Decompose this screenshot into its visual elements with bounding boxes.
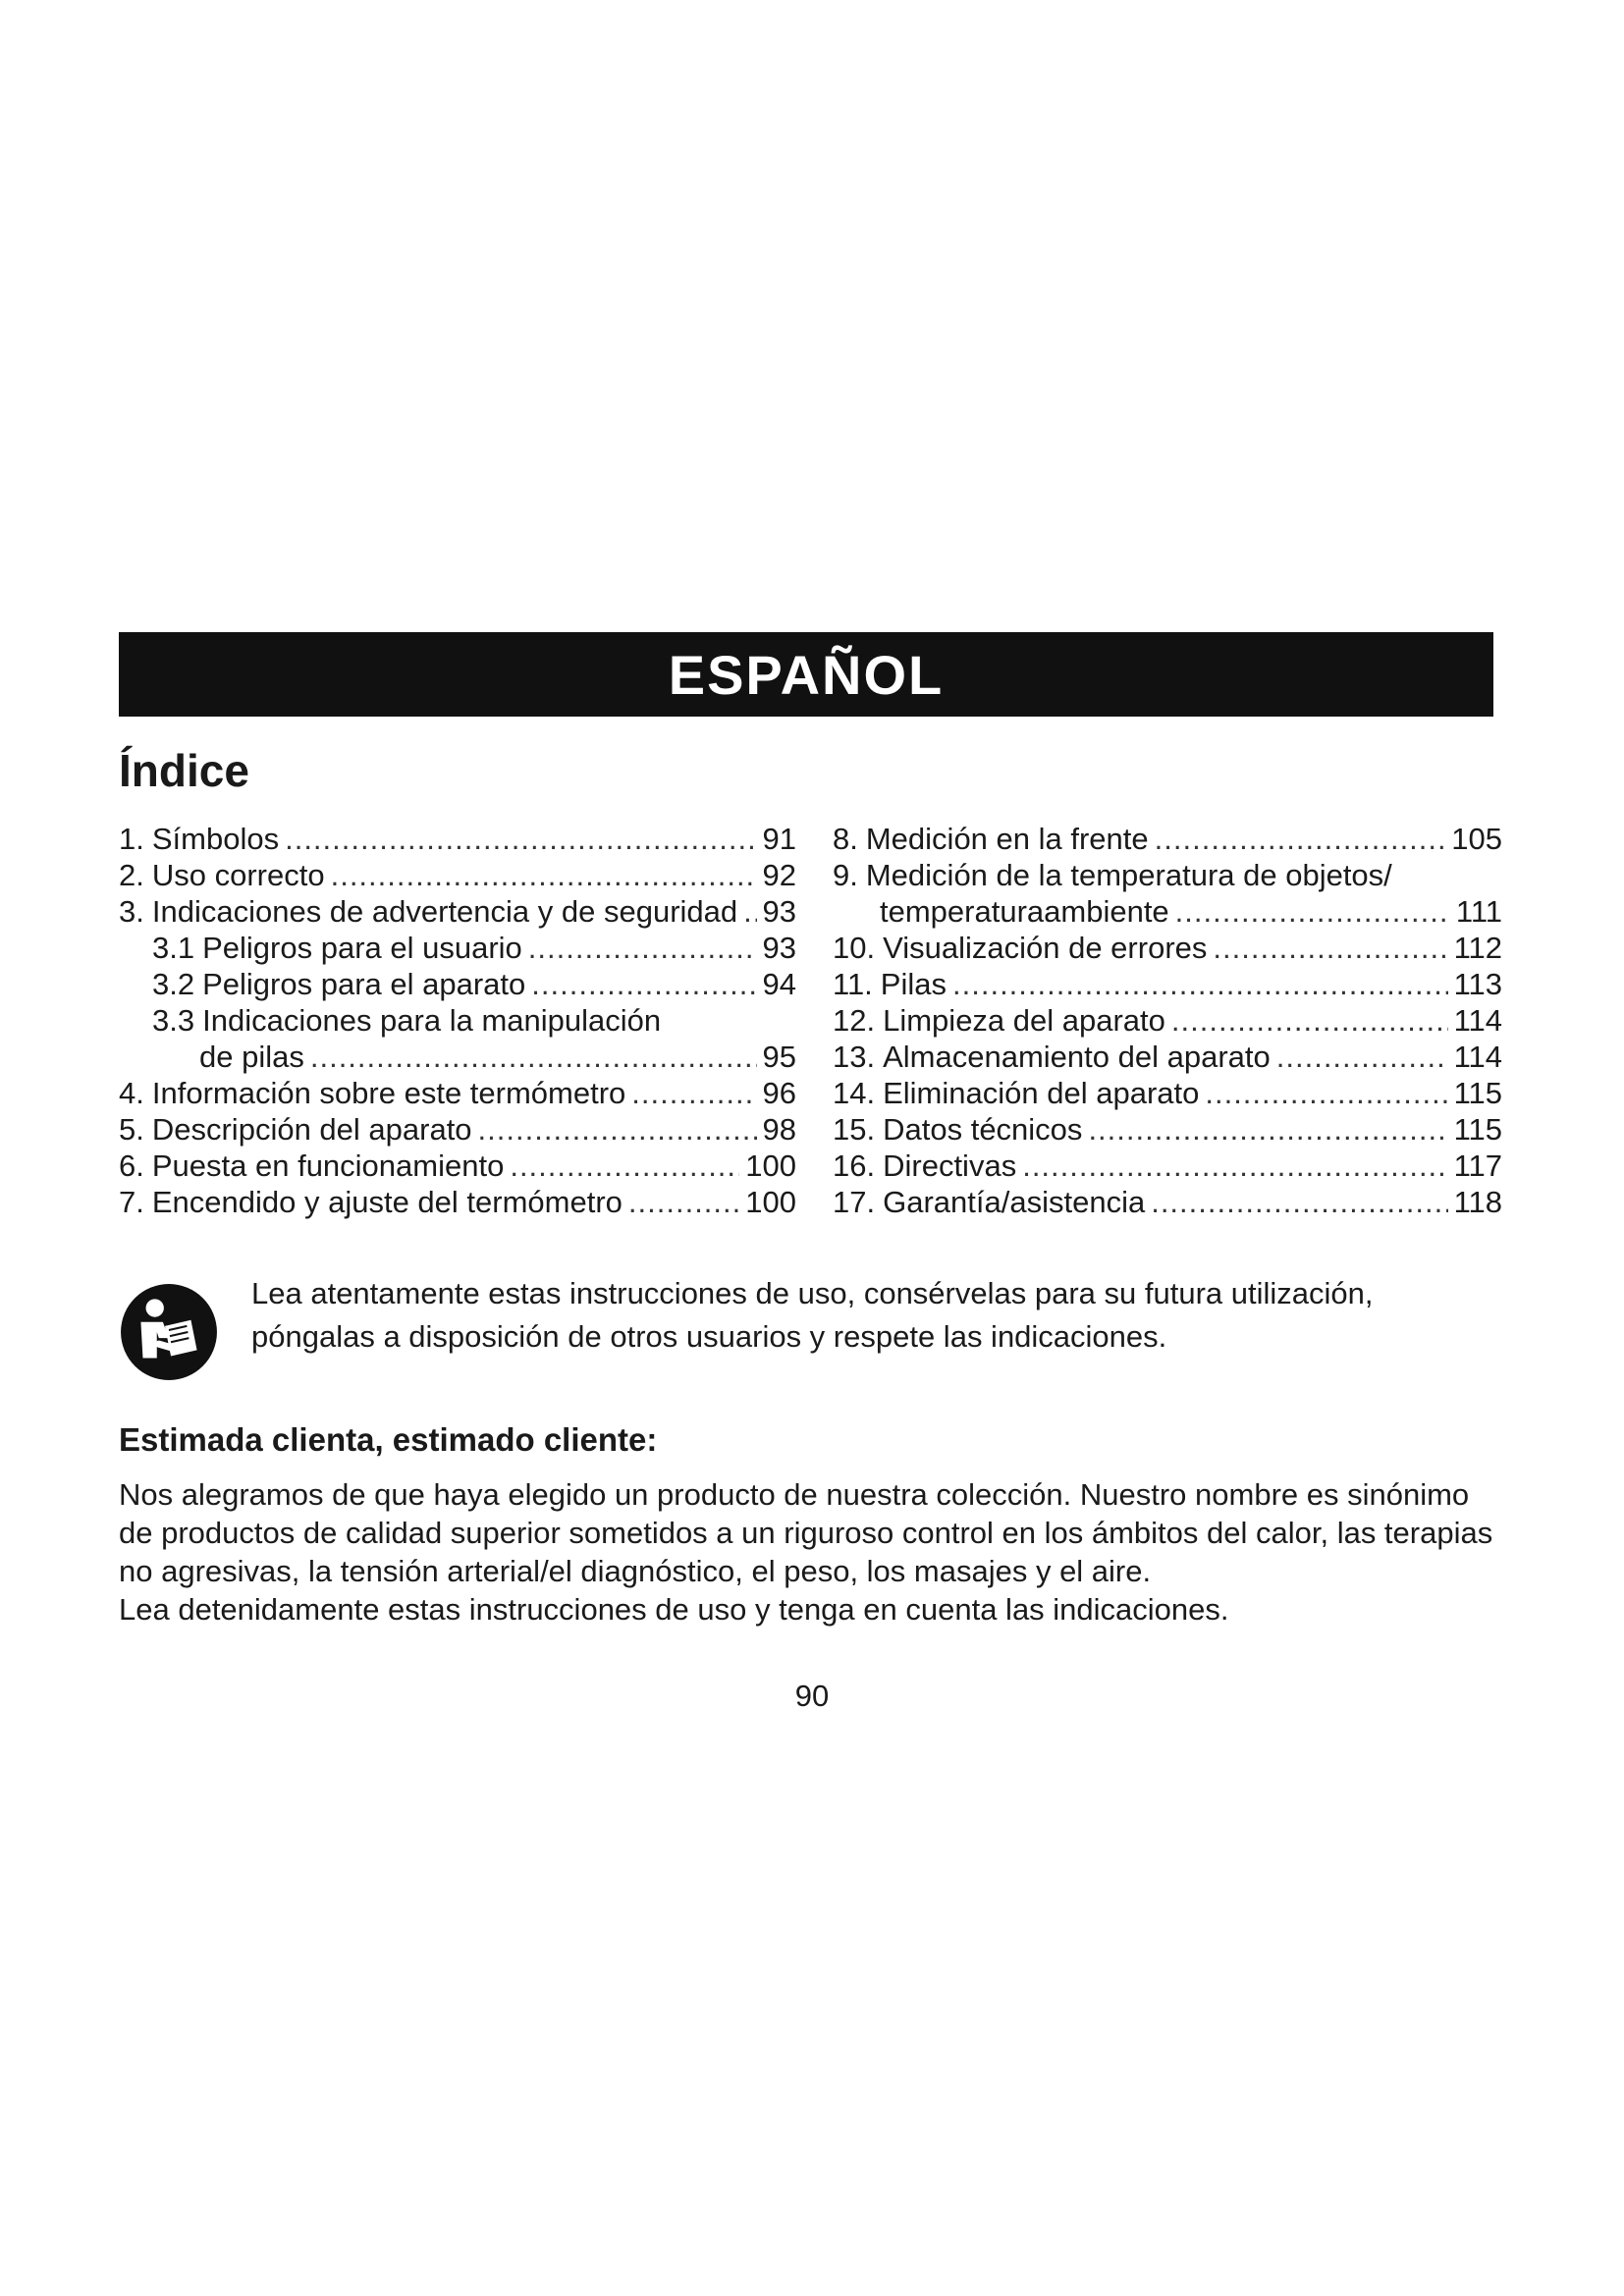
toc-leader-dots [1022, 1148, 1447, 1184]
toc-entry [119, 821, 796, 857]
toc-leader-dots [1213, 930, 1447, 966]
toc-entry-number: 16. [833, 1148, 876, 1183]
toc-entry [833, 857, 1502, 893]
toc-entry [833, 821, 1502, 857]
toc-entry-label: Medición en la frente [865, 822, 1149, 856]
toc-entry-page: 111 [1455, 894, 1502, 929]
toc-entry [833, 966, 1502, 1002]
toc-entry-number: 3.3 [152, 1003, 195, 1038]
toc-leader-dots [1151, 1184, 1447, 1220]
index-title: Índice [119, 745, 249, 796]
toc-leader-dots [743, 893, 756, 930]
toc-entry-label: Puesta en funcionamiento [151, 1148, 505, 1183]
toc-entry-number: 3.1 [152, 931, 195, 965]
toc-entry [833, 1184, 1502, 1220]
toc-leader-dots [631, 1075, 756, 1111]
page-number: 90 [794, 1679, 830, 1713]
toc-entry-label: Datos técnicos [883, 1112, 1083, 1147]
toc-entry-page: 100 [745, 1185, 796, 1219]
toc-entry-number: 1. [119, 822, 144, 856]
toc-leader-dots [1205, 1075, 1447, 1111]
toc-entry-page: 112 [1453, 931, 1502, 965]
toc-leader-dots [478, 1111, 757, 1148]
toc-entry-number: 3.2 [152, 967, 195, 1001]
toc-entry [833, 1075, 1502, 1111]
toc-entry-page: 100 [745, 1148, 796, 1183]
toc-entry-number: 17. [833, 1185, 876, 1219]
read-manual-icon [119, 1282, 219, 1382]
toc-entry-number: 2. [119, 858, 144, 892]
toc-entry-page: 95 [762, 1040, 796, 1074]
toc-leader-dots [1171, 1002, 1448, 1039]
toc-entry-label: Almacenamiento del aparato [883, 1040, 1271, 1074]
toc-entry [833, 1002, 1502, 1039]
toc-entry-page: 93 [762, 894, 796, 929]
toc-entry-number: 8. [833, 822, 858, 856]
toc-entry-number: 14. [833, 1076, 876, 1110]
toc-entry-page: 92 [762, 858, 796, 892]
toc-entry [119, 1002, 796, 1039]
toc-entry-page: 93 [762, 931, 796, 965]
toc-entry [833, 930, 1502, 966]
toc-entry-page: 118 [1453, 1185, 1502, 1219]
toc-entry-page: 113 [1453, 967, 1502, 1001]
toc-entry-label: Directivas [883, 1148, 1017, 1183]
toc-entry [833, 1111, 1502, 1148]
toc-entry [119, 930, 796, 966]
toc-entry-label: Indicaciones de advertencia y de seguridad [151, 894, 738, 929]
toc-entry-page: 115 [1453, 1112, 1502, 1147]
toc-entry [119, 1111, 796, 1148]
toc-leader-dots [531, 966, 756, 1002]
toc-leader-dots [285, 821, 756, 857]
toc-right-column [833, 821, 1502, 1220]
toc-leader-dots [310, 1039, 757, 1075]
toc-entry [119, 966, 796, 1002]
toc-entry-page: 117 [1453, 1148, 1502, 1183]
toc-entry-label: Visualización de errores [883, 931, 1208, 965]
toc-leader-dots [1276, 1039, 1448, 1075]
toc-entry-label: de pilas [199, 1040, 304, 1074]
toc-entry [119, 857, 796, 893]
toc-leader-dots [510, 1148, 739, 1184]
toc-leader-dots [1088, 1111, 1447, 1148]
toc-entry-label: Medición de la temperatura de objetos/ [865, 858, 1392, 892]
toc-leader-dots [331, 857, 757, 893]
toc-entry-label: Símbolos [151, 822, 280, 856]
toc-leader-dots [528, 930, 757, 966]
toc-entry-page: 105 [1451, 822, 1502, 856]
notice-text: Lea atentamente estas instrucciones de uso, consérvelas para su futura utilización, póngalas a disposición de otros usuarios y respete las indicaciones. [251, 1276, 1374, 1354]
toc-entry-label: Descripción del aparato [151, 1112, 472, 1147]
toc-leader-dots [1155, 821, 1446, 857]
toc-entry [119, 1184, 796, 1220]
toc-entry-number: 13. [833, 1040, 876, 1074]
toc-entry [833, 893, 1502, 930]
toc-entry-page: 114 [1453, 1003, 1502, 1038]
toc-entry-number: 4. [119, 1076, 144, 1110]
greeting-heading: Estimada clienta, estimado cliente: [119, 1421, 658, 1458]
toc-entry-label: Peligros para el usuario [202, 931, 522, 965]
toc-entry-label: Indicaciones para la manipulación [202, 1003, 662, 1038]
toc-entry-label: Peligros para el aparato [202, 967, 526, 1001]
toc-entry-page: 94 [762, 967, 796, 1001]
toc-entry-number: 7. [119, 1185, 144, 1219]
toc-entry [119, 1075, 796, 1111]
toc-entry-page: 91 [762, 822, 796, 856]
intro-line-2: Lea detenidamente estas instrucciones de uso y tenga en cuenta las indicaciones. [119, 1592, 1229, 1627]
toc-entry [119, 1039, 796, 1075]
toc-entry-number: 9. [833, 858, 858, 892]
language-banner-title: ESPAÑOL [668, 643, 945, 706]
language-banner [119, 632, 1493, 717]
toc-entry-number: 3. [119, 894, 144, 929]
toc-entry-label: temperaturaambiente [880, 894, 1169, 929]
toc-entry-number: 12. [833, 1003, 876, 1038]
read-instructions-notice [119, 1272, 1503, 1390]
toc-entry-page: 115 [1453, 1076, 1502, 1110]
toc-left-column [119, 821, 796, 1220]
toc-entry-number: 11. [833, 967, 873, 1001]
toc-entry-number: 10. [833, 931, 876, 965]
toc-leader-dots [628, 1184, 739, 1220]
toc-entry-number: 15. [833, 1112, 876, 1147]
toc-entry [119, 1148, 796, 1184]
toc-entry [119, 893, 796, 930]
toc-entry [833, 1148, 1502, 1184]
toc-entry-page: 114 [1453, 1040, 1502, 1074]
toc-entry-label: Eliminación del aparato [883, 1076, 1200, 1110]
toc-leader-dots [952, 966, 1448, 1002]
intro-paragraph: Nos alegramos de que haya elegido un producto de nuestra colección. Nuestro nombre es sinónimo de productos de calidad superior sometidos a un riguroso control en los ámbitos del calor, las terapias no agresivas, la tensión arterial/el diagnóstico, el peso, los masajes y el aire. [119, 1477, 1493, 1588]
toc-entry-label: Información sobre este termómetro [151, 1076, 626, 1110]
toc-entry-label: Garantía/asistencia [883, 1185, 1146, 1219]
toc-entry-page: 96 [762, 1076, 796, 1110]
toc-entry-label: Encendido y ajuste del termómetro [151, 1185, 623, 1219]
toc-entry-label: Uso correcto [151, 858, 325, 892]
toc-entry-label: Limpieza del aparato [883, 1003, 1165, 1038]
toc-entry-page: 98 [762, 1112, 796, 1147]
toc-entry-number: 5. [119, 1112, 144, 1147]
toc-entry [833, 1039, 1502, 1075]
toc-leader-dots [1175, 893, 1450, 930]
intro-text [119, 1475, 1503, 1629]
toc-entry-label: Pilas [880, 967, 947, 1001]
toc-entry-number: 6. [119, 1148, 144, 1183]
